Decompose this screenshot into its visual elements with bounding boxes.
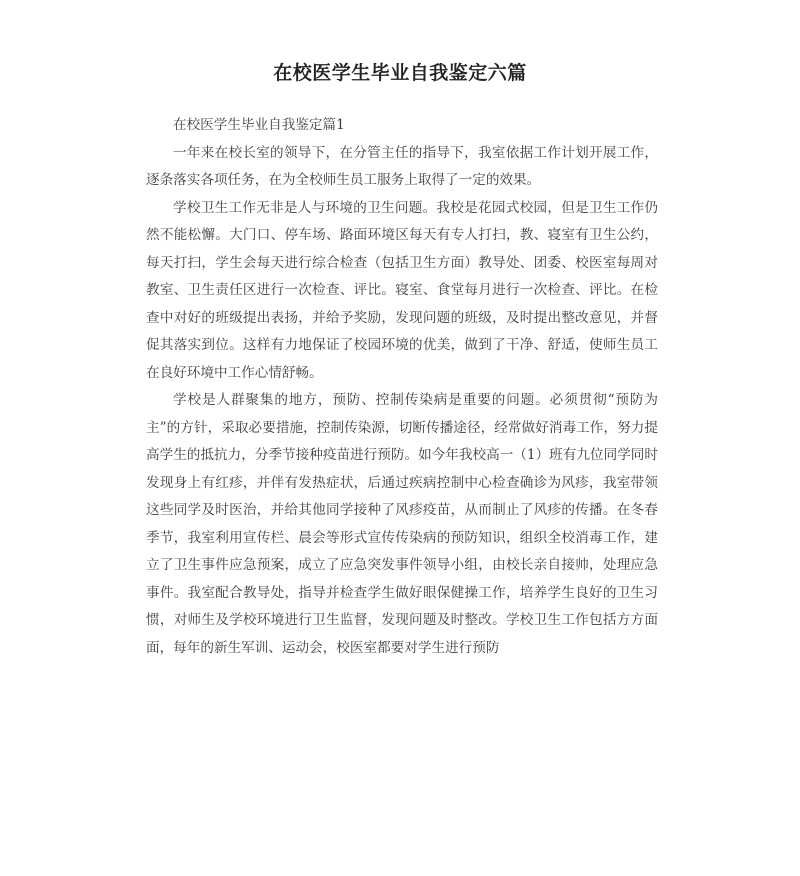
paragraph-2: 学校卫生工作无非是人与环境的卫生问题。我校是花园式校园，但是卫生工作仍然不能松懈。大门口、停车场、路面环境区每天有专人打扫，教、寝室有卫生公约，每天打扫，学生会每天进行综合检查（包括卫生方面）教导处、团委、校医室每周对教室、卫生责任区进行一次检查、评比。寝室、食堂每月进行一次检查、评比。在检查中对好的班级提出表扬，并给予奖励，发现问题的班级，及时提出整改意见，并督促其落实到位。这样有力地保证了校园环境的优美，做到了干净、舒适，使师生员工在良好环境中工作心情舒畅。 <box>146 199 658 381</box>
document-body <box>146 112 658 662</box>
paragraph-1: 一年来在校长室的领导下，在分管主任的指导下，我室依据工作计划开展工作，逐条落实各项任务，在为全校师生员工服务上取得了一定的效果。 <box>146 144 658 188</box>
paragraph-3: 学校是人群聚集的地方，预防、控制传染病是重要的问题。必须贯彻“预防为主”的方针，采取必要措施，控制传染源，切断传播途径，经常做好消毒工作，努力提高学生的抵抗力，分季节接种疫苗进行预防。如今年我校高一（1）班有九位同学同时发现身上有红疹，并伴有发热症状，后通过疾病控制中心检查确诊为风疹，我室带领这些同学及时医治，并给其他同学接种了风疹疫苗，从而制止了风疹的传播。在冬春季节，我室利用宣传栏、晨会等形式宣传传染病的预防知识，组织全校消毒工作，建立了卫生事件应急预案，成立了应急突发事件领导小组，由校长亲自接帅，处理应急事件。我室配合教导处，指导并检查学生做好眼保健操工作，培养学生良好的卫生习惯，对师生及学校环境进行卫生监督，发现问题及时整改。学校卫生工作包括方方面面，每年的新生军训、运动会，校医室都要对学生进行预防 <box>146 392 658 656</box>
section-heading: 在校医学生毕业自我鉴定篇1 <box>173 117 345 133</box>
document-title: 在校医学生毕业自我鉴定六篇 <box>273 62 527 84</box>
